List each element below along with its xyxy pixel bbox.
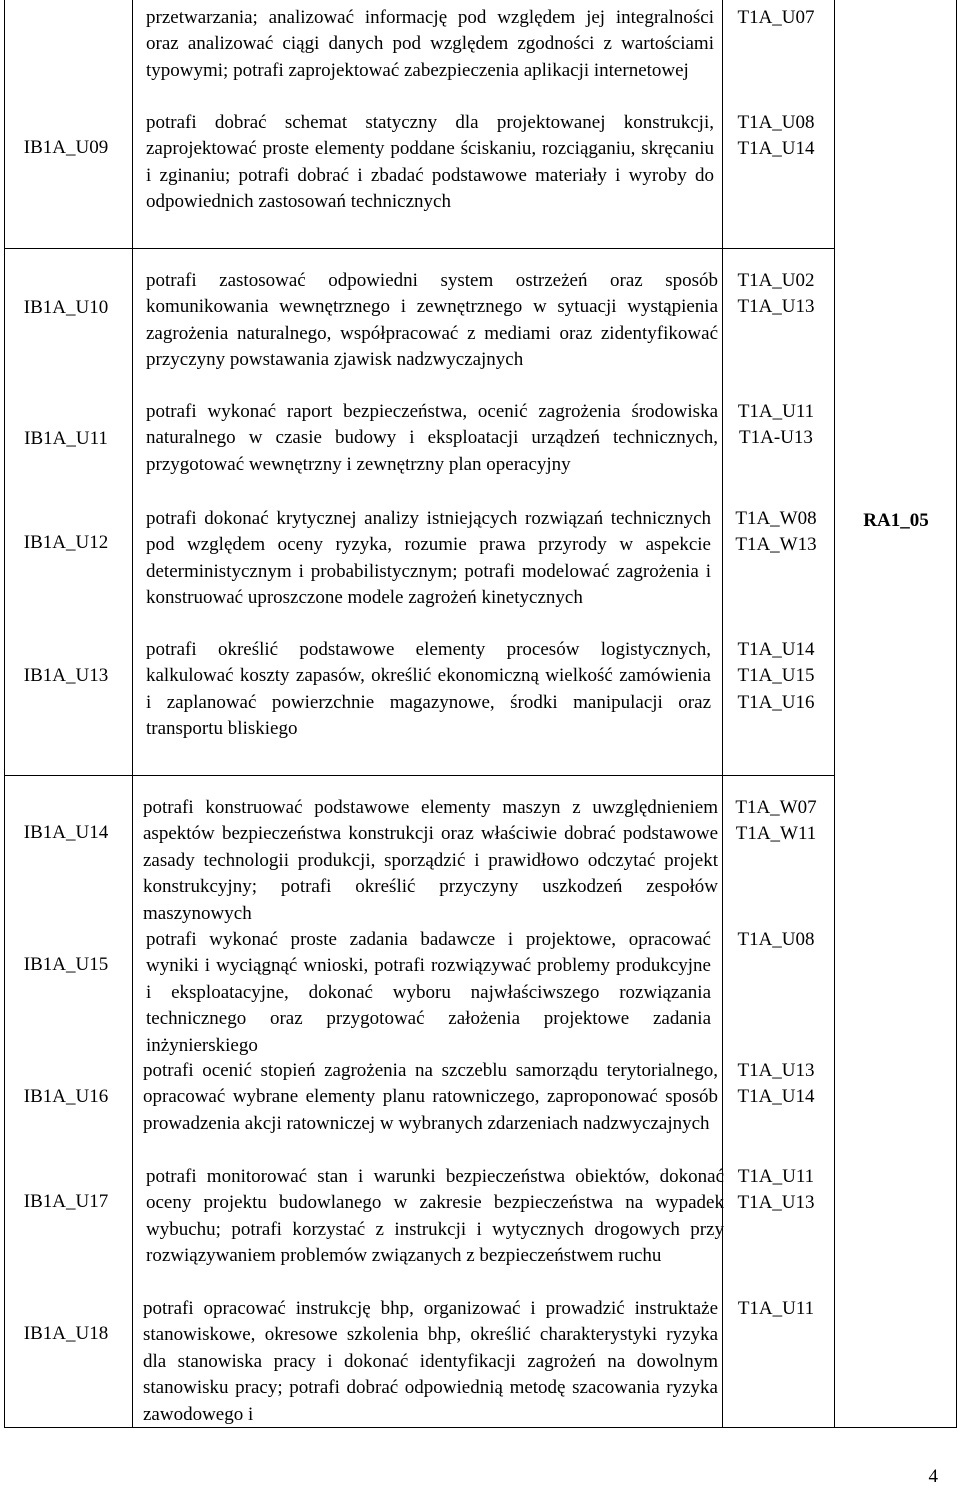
page-number: 4: [928, 1466, 938, 1487]
learning-outcome-code: IB1A_U09: [23, 137, 109, 158]
reference-codes: T1A_W08 T1A_W13: [735, 508, 817, 556]
learning-outcome-code: IB1A_U11: [24, 428, 108, 449]
learning-outcome-description: potrafi dobrać schemat statyczny dla projektowanej konstrukcji, zaprojektować proste elementy poddane ściskaniu, rozciąganiu, skręcaniu i zginaniu; potrafi dobrać i zbadać podstawowe materiały i wyroby do odpowiednich zastosowań technicznych: [146, 112, 714, 213]
learning-outcome-code: IB1A_U15: [23, 954, 109, 975]
learning-outcome-code: IB1A_U16: [23, 1086, 109, 1107]
table-border-code-column: [132, 0, 133, 1428]
area-outcome-code: RA1_05: [863, 510, 929, 531]
learning-outcome-code: IB1A_U14: [23, 822, 109, 843]
learning-outcome-description: potrafi wykonać raport bezpieczeństwa, ocenić zagrożenia środowiska naturalnego w czasie budowy i eksploatacji urządzeń technicznych, przygotować wewnętrzny i zewnętrzny plan operacyjny: [146, 401, 718, 475]
reference-codes: T1A_U11 T1A_U13: [737, 1166, 815, 1214]
learning-outcome-code: IB1A_U12: [23, 532, 109, 553]
learning-outcome-description: potrafi opracować instrukcję bhp, organizować i prowadzić instruktaże stanowiskowe, okresowe szkolenia bhp, określić charakterystyki ryzyka dla stanowiska pracy i dokonać identyfikacji zagrożeń na dowolnym stanowisku pracy; potrafi dobrać odpowiednią metodę szacowania ryzyka zawodowego i: [143, 1298, 718, 1425]
learning-outcome-description: potrafi zastosować odpowiedni system ostrzeżeń oraz sposób komunikowania wewnętrznego i zewnętrznego w sytuacji wystąpienia zagrożenia naturalnego, współpracować z mediami oraz zidentyfikować przyczyny powstawania zjawisk nadzwyczajnych: [146, 270, 718, 371]
reference-codes: T1A_U13 T1A_U14: [737, 1060, 815, 1108]
learning-outcome-description: potrafi monitorować stan i warunki bezpieczeństwa obiektów, dokonać oceny projektu budowlanego w zakresie bezpieczeństwa na wypadek wybuchu; potrafi korzystać z instrukcji i wytycznych drogowych przy rozwiązywaniem problemów związanych z bezpieczeństwem ruchu: [146, 1166, 724, 1267]
learning-outcome-code: IB1A_U17: [23, 1191, 109, 1212]
reference-codes: T1A_U11 T1A-U13: [737, 401, 815, 449]
learning-outcome-description: potrafi wykonać proste zadania badawcze i projektowe, opracować wyniki i wyciągnąć wnioski, potrafi rozwiązywać problemy produkcyjne i eksploatacyjne, dokonać wyboru najwłaściwszego rozwiązania technicznego oraz przygotować założenia projektowe zadania inżynierskiego: [146, 929, 711, 1056]
learning-outcome-description: potrafi konstruować podstawowe elementy maszyn z uwzględnieniem aspektów bezpieczeństwa konstrukcji oraz właściwie dobrać podstawowe zasady technologii produkcji, sporządzić i prawidłowo odczytać projekt konstrukcyjny; potrafi określić przyczyny uszkodzeń zespołów maszynowych: [143, 797, 718, 924]
learning-outcome-description: potrafi ocenić stopień zagrożenia na szczeblu samorządu terytorialnego, opracować wybrane elementy planu ratowniczego, zaproponować sposób prowadzenia akcji ratowniczej w wybranych zdarzeniach nadzwyczajnych: [143, 1060, 718, 1134]
table-row-divider: [4, 775, 834, 776]
learning-outcome-description: przetwarzania; analizować informację pod względem jej integralności oraz analizować ciągi danych pod względem zgodności z wartościami typowymi; potrafi zaprojektować zabezpieczenia aplikacji internetowej: [146, 7, 714, 81]
reference-codes: T1A_U02 T1A_U13: [737, 270, 815, 318]
learning-outcome-code: IB1A_U18: [23, 1323, 109, 1344]
learning-outcome-code: IB1A_U13: [23, 665, 109, 686]
reference-codes: T1A_U07: [737, 7, 815, 28]
reference-codes: T1A_U08: [737, 929, 815, 950]
table-border-ra-column: [834, 0, 835, 1428]
table-border-right: [956, 0, 957, 1428]
reference-codes: T1A_U08 T1A_U14: [737, 112, 815, 160]
reference-codes: T1A_U11: [737, 1298, 815, 1319]
learning-outcome-code: IB1A_U10: [23, 297, 109, 318]
table-row-divider: [4, 248, 834, 249]
learning-outcome-description: potrafi określić podstawowe elementy procesów logistycznych, kalkulować koszty zapasów, określić ekonomiczną wielkość zamówienia i zaplanować powierzchnie magazynowe, środki manipulacji oraz transportu bliskiego: [146, 639, 711, 740]
reference-codes: T1A_U14 T1A_U15 T1A_U16: [737, 639, 815, 713]
learning-outcome-description: potrafi dokonać krytycznej analizy istniejących rozwiązań technicznych pod względem oceny ryzyka, rozumie prawa przyrody w aspekcie deterministycznym i probabilistycznym; potrafi modelować zagrożenia i konstruować uproszczone modele zagrożeń kinetycznych: [146, 508, 711, 609]
reference-codes: T1A_W07 T1A_W11: [735, 797, 817, 845]
